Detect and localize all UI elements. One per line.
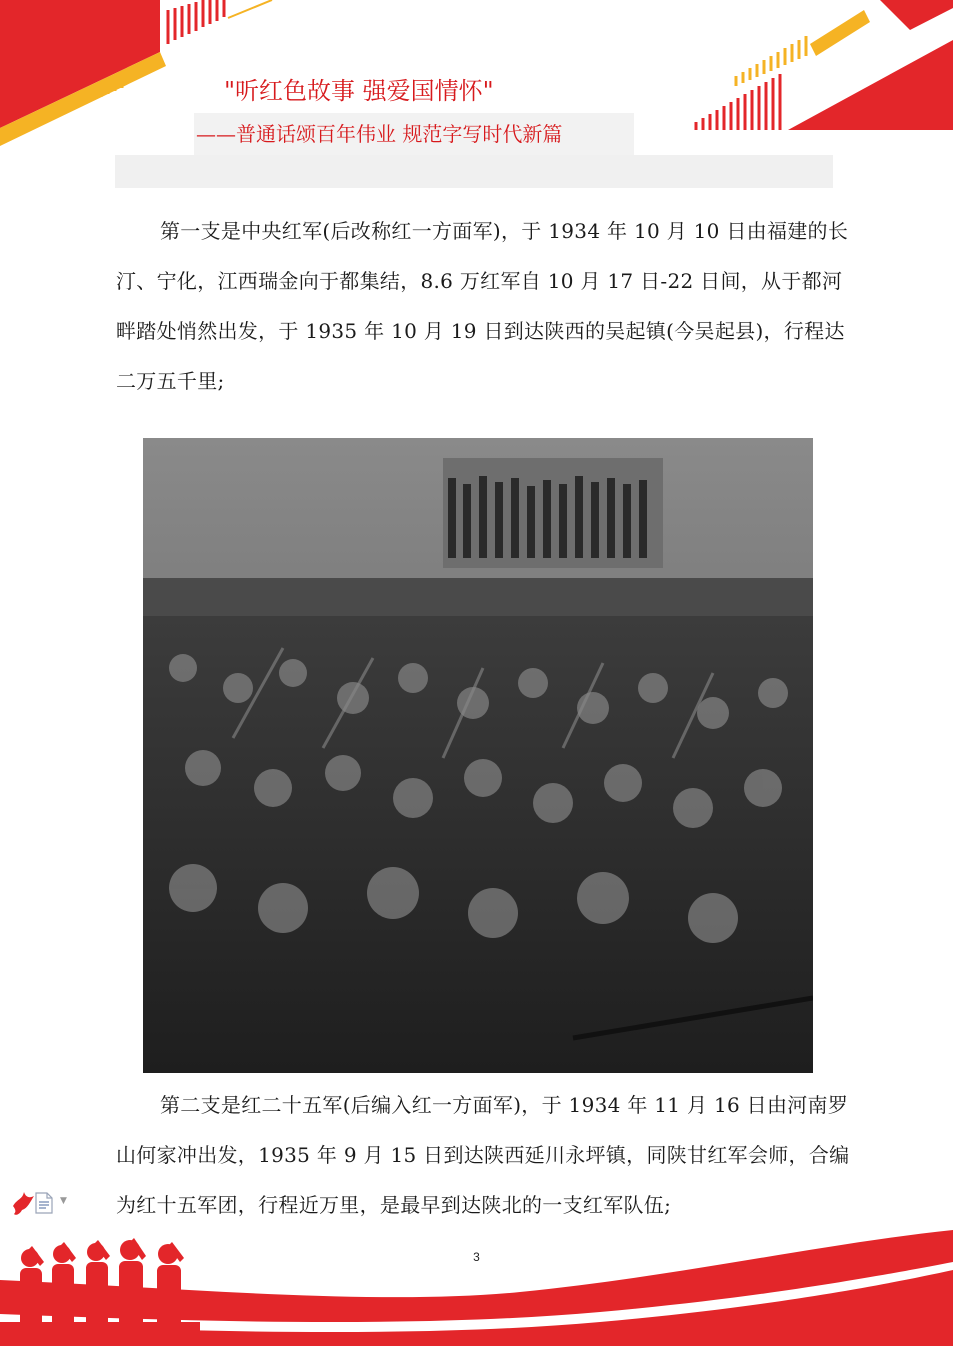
page-subtitle: ——普通话颂百年伟业 规范字写时代新篇: [196, 122, 563, 146]
page-number: 3: [473, 1250, 480, 1264]
paragraph-central-red-army: 第一支是中央红军(后改称红一方面军)，于 1934 年 10 月 10 日由福建的长汀、宁化，江西瑞金向于都集结，8.6 万红军自 10 月 17 日-22 日间，从于都河畔踏处悄然出发，于 1935 年 10 月 19 日到达陕西的吴起镇(今吴起县)，行程达二万五千里;: [116, 219, 849, 393]
page-title: "听红色故事 强爱国情怀": [216, 70, 502, 112]
red-army-photograph: [143, 438, 813, 1073]
bottom-decoration: [0, 1210, 953, 1346]
dropdown-arrow-icon[interactable]: ▼: [60, 1196, 67, 1206]
paragraph-25th-red-army: 第二支是红二十五军(后编入红一方面军)，于 1934 年 11 月 16 日由河南罗山何家冲出发，1935 年 9 月 15 日到达陕西延川永坪镇，同陕甘红军会师，合编为红十五军团，行程近万里，是最早到达陕北的一支红军队伍;: [116, 1093, 850, 1217]
header-underline-bar: [115, 155, 833, 188]
top-right-decoration: [680, 0, 953, 140]
